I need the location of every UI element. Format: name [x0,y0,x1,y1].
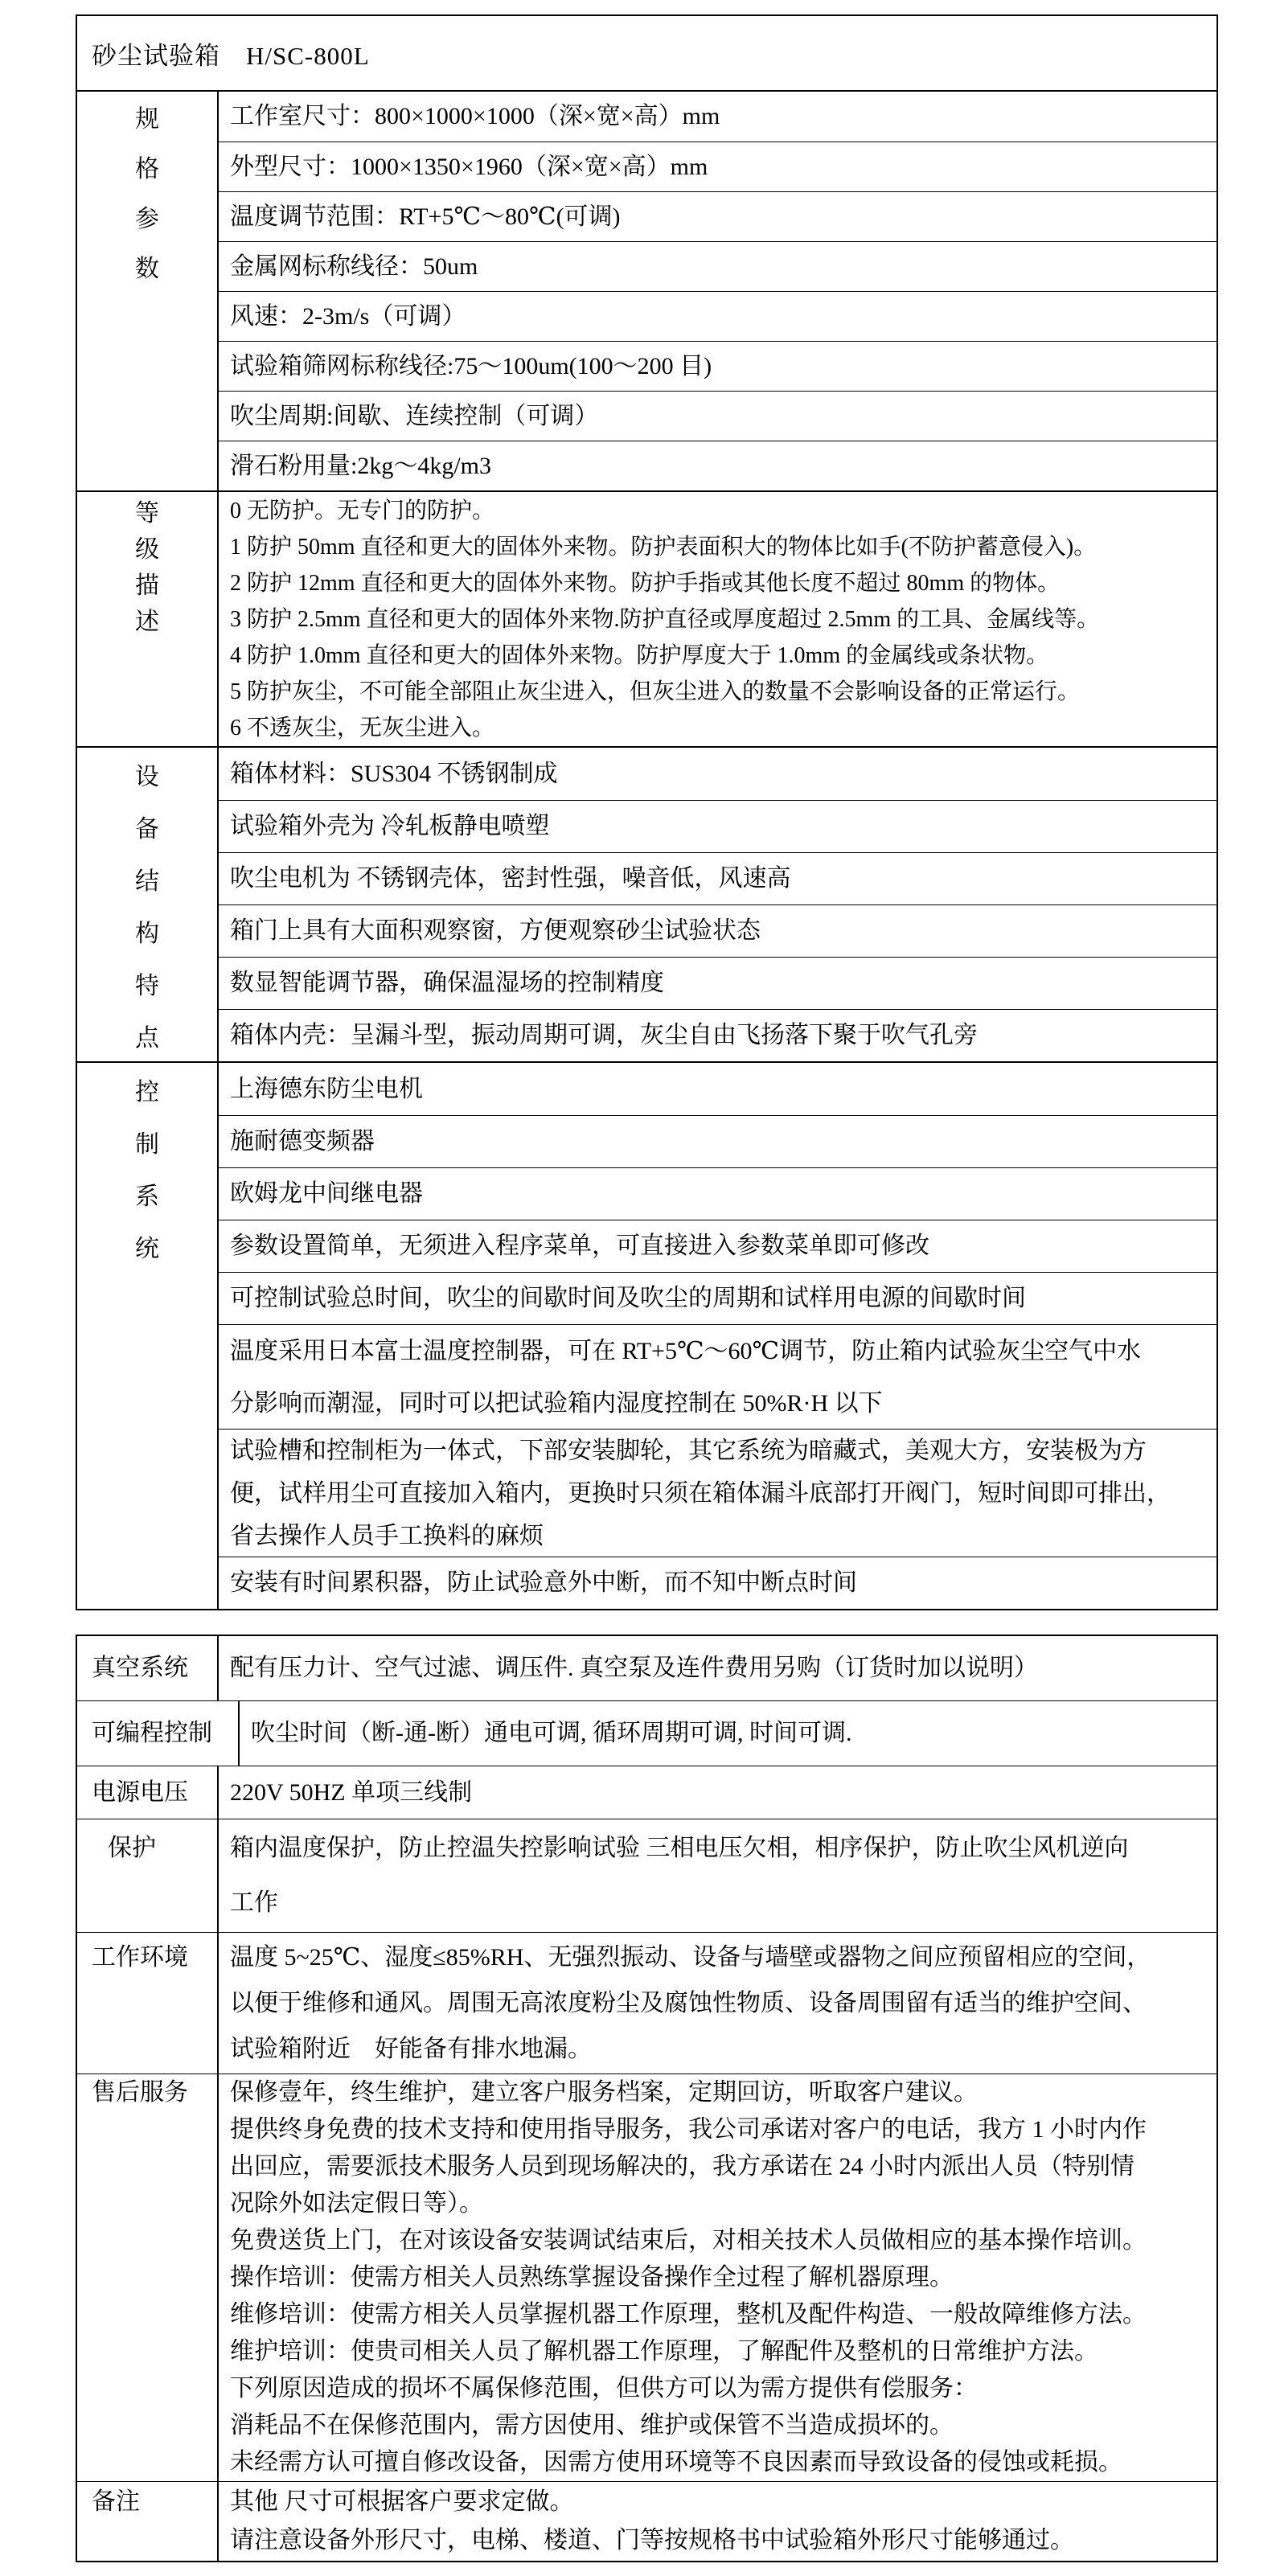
table-row [219,1115,1217,1167]
section-label-char: 参 [135,206,159,232]
section-label-char: 制 [135,1130,159,1158]
cell-text: 配有压力计、空气过滤、调压件. 真空泵及连件费用另购（订货时加以说明） [230,1655,1038,1682]
cell-text: 省去操作人员手工换料的麻烦 [230,1522,544,1549]
table-row [219,1009,1217,1061]
cell-text: 工作室尺寸：800×1000×1000（深×宽×高）mm [230,103,720,130]
row-content [219,1933,1217,2074]
cell-text: 吹尘周期:间歇、连续控制（可调） [230,402,599,429]
cell-text: 况除外如法定假日等）。 [230,2190,483,2217]
table-row [219,1063,1217,1115]
section-grade-description [77,490,1217,746]
grade-line: 1 防护 50mm 直径和更大的固体外来物。防护表面积大的物体比如手(不防护蓄意侵入)。 [230,534,1097,560]
cell-text: 箱门上具有大面积观察窗，方便观察砂尘试验状态 [230,917,761,945]
cell-text: 上海德东防尘电机 [230,1075,423,1102]
section-label-char: 描 [135,572,159,599]
cell-text: 操作培训：使需方相关人员熟练掌握设备操作全过程了解机器原理。 [230,2264,954,2291]
cell-text: 请注意设备外形尺寸，电梯、楼道、门等按规格书中试验箱外形尺寸能够通过。 [230,2527,1074,2553]
table-row-protection [77,1819,1217,1932]
grade-line: 2 防护 12mm 直径和更大的固体外来物。防护手指或其他长度不超过 80mm 的物体。 [230,570,1061,596]
cell-text: 外型尺寸：1000×1350×1960（深×宽×高）mm [230,153,708,180]
section-label-spec-params [77,92,219,490]
cell-text: 欧姆龙中间继电器 [230,1180,423,1208]
table-row-working-environment [77,1932,1217,2074]
section-control-system [77,1061,1217,1609]
table-row [219,142,1217,191]
cell-text: 安装有时间累积器，防止试验意外中断，而不知中断点时间 [230,1569,857,1597]
row-label: 售后服务 [77,2074,219,2481]
section-label-char: 规 [135,106,159,133]
table-row-vacuum-system [77,1636,1217,1700]
cell-text: 维修培训：使需方相关人员掌握机器工作原理，整机及配件构造、一般故障维修方法。 [230,2301,1147,2328]
cell-text: 吹尘电机为 不锈钢壳体，密封性强，噪音低，风速高 [230,865,791,892]
cell-text: 免费送货上门，在对该设备安装调试结束后，对相关技术人员做相应的基本操作培训。 [230,2227,1147,2254]
section-label-char: 构 [135,920,159,947]
section-label-control [77,1063,219,1609]
section-label-structure [77,748,219,1061]
table-row [219,1272,1217,1324]
table-row-programmable-control [77,1700,1217,1766]
section-label-char: 数 [135,256,159,282]
cell-text: 温度 5~25℃、湿度≤85%RH、无强烈振动、设备与墙壁或器物之间应预留相应的空间， [230,1944,1151,1971]
section-label-grade [77,492,219,746]
table-row [219,800,1217,852]
cell-text: 金属网标称线径：50um [230,252,478,280]
row-content [219,1766,1217,1819]
section-label-char: 格 [135,156,159,183]
grade-line: 0 无防护。无专门的防护。 [230,498,495,523]
section-content [219,748,1217,1061]
section-label-char: 点 [135,1024,159,1052]
section-content [219,492,1217,746]
section-spec-params [77,90,1217,490]
grade-line: 5 防护灰尘，不可能全部阻止灰尘进入，但灰尘进入的数量不会影响设备的正常运行。 [230,679,1081,704]
section-label-char: 特 [135,972,159,999]
cell-text: 便，试样用尘可直接加入箱内，更换时只须在箱体漏斗底部打开阀门，短时间即可排出， [230,1479,1171,1507]
row-label: 可编程控制 [77,1701,240,1766]
row-label: 真空系统 [77,1636,219,1700]
section-content [219,92,1217,490]
table-row [219,92,1217,142]
cell-text: 分影响而潮湿，同时可以把试验箱内湿度控制在 50%R·H 以下 [230,1389,883,1417]
spec-table [76,14,1218,1610]
section-label-char: 设 [135,763,159,790]
table-row [219,291,1217,341]
table-row-remarks [77,2481,1217,2561]
cell-text: 温度调节范围：RT+5℃～80℃(可调) [230,203,621,230]
grade-line: 3 防护 2.5mm 直径和更大的固体外来物.防护直径或厚度超过 2.5mm 的工具、金属线等。 [230,606,1100,632]
section-structure-features [77,746,1217,1061]
row-content [219,1819,1217,1932]
section-label-char: 系 [135,1183,159,1210]
cell-text: 出回应，需要派技术服务人员到现场解决的，我方承诺在 24 小时内派出人员（特别情 [230,2153,1134,2180]
table-row [219,1429,1217,1557]
cell-text: 维护培训：使贵司相关人员了解机器工作原理，了解配件及整机的日常维护方法。 [230,2338,1098,2365]
row-content [219,2482,1217,2561]
product-title: 砂尘试验箱 H/SC-800L [92,41,370,70]
table-row [219,852,1217,904]
cell-text: 箱体内壳：呈漏斗型，振动周期可调，灰尘自由飞扬落下聚于吹气孔旁 [230,1022,978,1049]
row-label: 备注 [77,2482,219,2561]
cell-text: 以便于维修和通风。周围无高浓度粉尘及腐蚀性物质、设备周围留有适当的维护空间、 [230,1990,1147,2016]
cell-text: 未经需方认可擅自修改设备，因需方使用环境等不良因素而导致设备的侵蚀或耗损。 [230,2449,1122,2476]
grade-line: 6 不透灰尘，无灰尘进入。 [230,715,495,740]
table-row [219,241,1217,291]
table-row [219,1167,1217,1220]
row-content [240,1701,1217,1766]
row-content [219,2074,1217,2481]
table-row [219,1324,1217,1429]
cell-text: 箱内温度保护，防止控温失控影响试验 三相电压欠相，相序保护，防止吹尘风机逆向 [230,1835,1129,1861]
cell-text: 下列原因造成的损坏不属保修范围，但供方可以为需方提供有偿服务： [230,2375,978,2402]
cell-text: 其他 尺寸可根据客户要求定做。 [230,2488,574,2515]
table-row [219,391,1217,441]
cell-text: 220V 50HZ 单项三线制 [230,1778,473,1806]
grade-line: 4 防护 1.0mm 直径和更大的固体外来物。防护厚度大于 1.0mm 的金属线或条状物。 [230,642,1049,668]
cell-text: 滑石粉用量:2kg～4kg/m3 [230,452,492,479]
cell-text: 工作 [230,1889,278,1916]
table-row [219,191,1217,241]
cell-text: 温度采用日本富士温度控制器，可在 RT+5℃～60℃调节，防止箱内试验灰尘空气中水 [230,1337,1142,1364]
cell-text: 吹尘时间（断-通-断）通电可调, 循环周期可调, 时间可调. [251,1720,852,1747]
table-row-after-sales-service [77,2074,1217,2481]
cell-text: 施耐德变频器 [230,1128,375,1155]
cell-text: 消耗品不在保修范围内，需方因使用、维护或保管不当造成损坏的。 [230,2412,954,2439]
section-content [219,1063,1217,1609]
table-row [219,441,1217,490]
table-row [219,1220,1217,1272]
cell-text: 提供终身免费的技术支持和使用指导服务，我公司承诺对客户的电话，我方 1 小时内作 [230,2116,1147,2143]
section-label-char: 控 [135,1078,159,1105]
table-row [219,957,1217,1009]
aux-table [76,1635,1218,2562]
table-row [219,341,1217,391]
cell-text: 数显智能调节器，确保温湿场的控制精度 [230,970,664,997]
cell-text: 试验箱附近 好能备有排水地漏。 [230,2036,592,2062]
row-content [219,1636,1217,1700]
cell-text: 试验箱外壳为 冷轧板静电喷塑 [230,813,550,840]
cell-text: 风速：2-3m/s（可调） [230,302,466,330]
cell-text: 保修壹年，终生维护，建立客户服务档案，定期回访，听取客户建议。 [230,2079,978,2106]
section-label-char: 结 [135,868,159,895]
table-row-power-voltage [77,1766,1217,1819]
table-row [219,904,1217,957]
section-label-char: 述 [135,608,159,635]
table-row [219,748,1217,800]
section-label-char: 级 [135,535,159,563]
section-label-char: 统 [135,1235,159,1262]
cell-text: 可控制试验总时间，吹尘的间歇时间及吹尘的周期和试样用电源的间歇时间 [230,1285,1026,1312]
cell-text: 试验箱筛网标称线径:75～100um(100～200 目) [230,352,712,379]
section-label-char: 等 [135,499,159,527]
row-label: 工作环境 [77,1933,219,2074]
table-row [219,1557,1217,1609]
cell-text: 箱体材料：SUS304 不锈钢制成 [230,760,558,787]
cell-text: 试验槽和控制柜为一体式，下部安装脚轮，其它系统为暗藏式，美观大方，安装极为方 [230,1437,1147,1464]
row-label: 电源电压 [77,1766,219,1819]
cell-text: 参数设置简单，无须进入程序菜单，可直接进入参数菜单即可修改 [230,1233,929,1260]
grade-list [219,492,1217,746]
section-label-char: 备 [135,815,159,843]
row-label: 保护 [77,1819,219,1932]
